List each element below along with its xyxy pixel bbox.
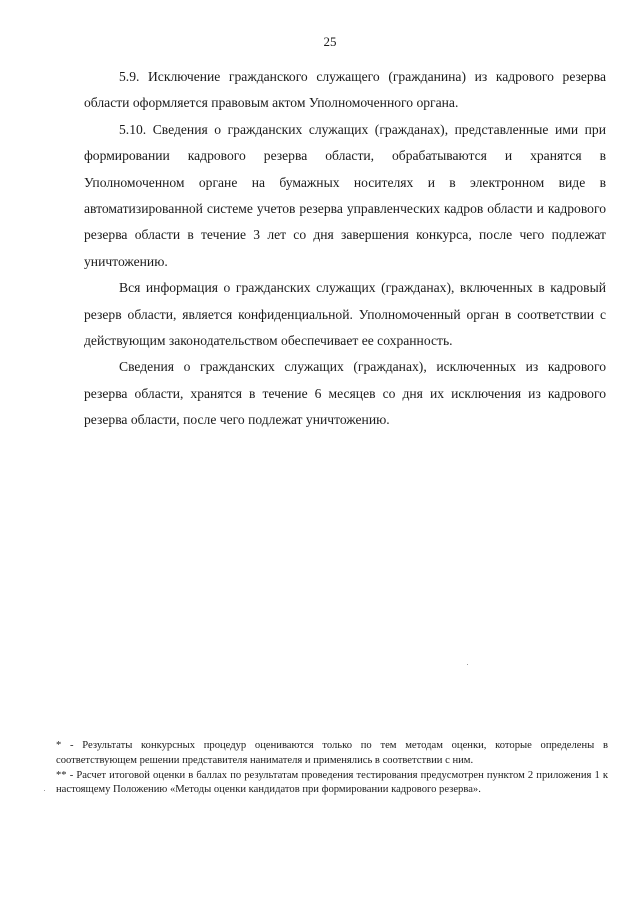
paragraph-5-9: 5.9. Исключение гражданского служащего (гражданина) из кадрового резерва области оформляется правовым актом Уполномоченного органа. — [84, 69, 606, 111]
footnote-1: * - Результаты конкурсных процедур оцениваются только по тем методам оценки, которые определены в соответствующем решении представителя нанимателя и применялись в соответствии с ним. — [56, 740, 608, 766]
footnotes — [56, 739, 608, 798]
scan-speck — [44, 790, 45, 791]
scan-speck — [467, 664, 468, 665]
footnote-2: ** - Расчет итоговой оценки в баллах по результатам проведения тестирования предусмотрен пунктом 2 приложения 1 к настоящему Положению «Методы оценки кандидатов при формировании кадрового резерва». — [56, 769, 608, 796]
page-number: 25 — [323, 34, 337, 49]
document-body — [84, 64, 606, 434]
paragraph-excluded-storage: Сведения о гражданских служащих (гражданах), исключенных из кадрового резерва области, хранятся в течение 6 месяцев со дня их исключения из кадрового резерва области, после чего подлежат уничтожению. — [84, 359, 606, 428]
paragraph-5-10: 5.10. Сведения о гражданских служащих (гражданах), представленные ими при формировании кадрового резерва области, обрабатываются и хранятся в Уполномоченном органе на бумажных носителях и в электронном виде в автоматизированной системе учетов резерва управленческих кадров области и кадрового резерва области в течение 3 лет со дня завершения конкурса, после чего подлежат уничтожению. — [84, 121, 606, 269]
paragraph-confidentiality: Вся информация о гражданских служащих (гражданах), включенных в кадровый резерв области, является конфиденциальной. Уполномоченный орган в соответствии с действующим законодательством обеспечивает ее сохранность. — [84, 280, 606, 349]
